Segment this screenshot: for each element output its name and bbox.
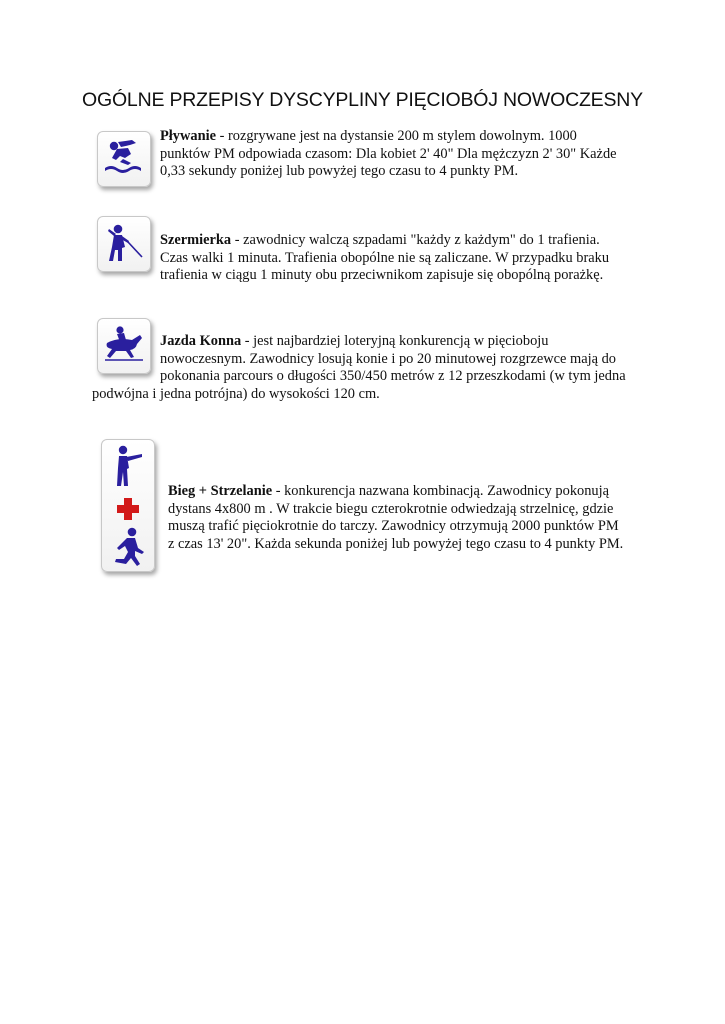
section-fencing bbox=[160, 232, 609, 285]
section-text: z czas 13' 20". Każda sekunda poniżej lub powyżej tego czasu to 4 punkty PM. bbox=[168, 535, 624, 552]
shooting-running-icon bbox=[101, 439, 155, 572]
section-text: - konkurencja nazwana kombinacją. Zawodnicy pokonują bbox=[272, 483, 609, 499]
section-heading: Bieg + Strzelanie bbox=[168, 483, 273, 499]
section-text: 0,33 sekundy poniżej lub powyżej tego czasu to 4 punkty PM. bbox=[160, 163, 519, 180]
section-text: muszą trafić pięciokrotnie do tarczy. Zawodnicy otrzymują 2000 punktów PM bbox=[168, 518, 619, 535]
plus-icon bbox=[117, 498, 139, 520]
section-heading: Pływanie bbox=[160, 128, 216, 144]
section-text: - rozgrywane jest na dystansie 200 m stylem dowolnym. 1000 bbox=[215, 128, 577, 144]
section-text: pokonania parcours o długości 350/450 metrów z 12 przeszkodami (w tym jedna bbox=[160, 368, 626, 385]
shooting-icon bbox=[117, 446, 142, 486]
section-swimming bbox=[160, 128, 617, 181]
section-text: punktów PM odpowiada czasom: Dla kobiet 2' 40" Dla mężczyzn 2' 30" Każde bbox=[160, 145, 617, 162]
horse-riding-icon bbox=[97, 318, 151, 374]
section-heading: Jazda Konna bbox=[160, 333, 242, 349]
swimming-icon bbox=[97, 131, 151, 187]
section-text: - jest najbardziej loteryjną konkurencją w pięcioboju bbox=[241, 333, 549, 349]
running-icon bbox=[115, 528, 144, 566]
page-title: OGÓLNE PRZEPISY DYSCYPLINY PIĘCIOBÓJ NOWOCZESNY bbox=[82, 89, 643, 111]
section-text: dystans 4x800 m . W trakcie biegu czterokrotnie odwiedzają strzelnicę, gdzie bbox=[168, 500, 614, 517]
section-horse-riding bbox=[92, 333, 626, 403]
section-heading: Szermierka bbox=[160, 232, 232, 248]
section-text: - zawodnicy walczą szpadami "każdy z każdym" do 1 trafienia. bbox=[231, 232, 600, 248]
section-text: nowoczesnym. Zawodnicy losują konie i po 20 minutowej rozgrzewce mają do bbox=[160, 350, 616, 367]
section-shooting-running bbox=[168, 483, 623, 553]
fencing-icon bbox=[97, 216, 151, 272]
section-text: podwójna i jedna potrójna) do wysokości 120 cm. bbox=[92, 385, 380, 402]
section-text: trafienia w ciągu 1 minuty obu przeciwnikom zapisuje się obopólną porażkę. bbox=[160, 267, 604, 284]
section-text: Czas walki 1 minuta. Trafienia obopólne nie są zaliczane. W przypadku braku bbox=[160, 249, 610, 266]
